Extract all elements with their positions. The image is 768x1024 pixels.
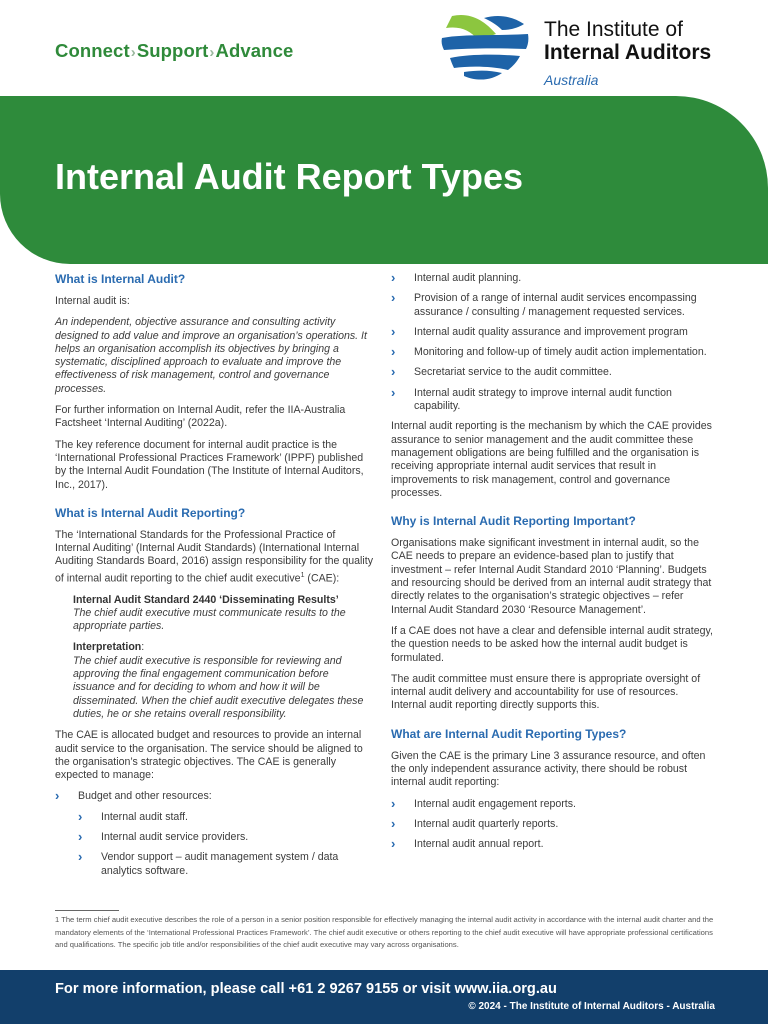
paragraph: Internal audit reporting is the mechanism by which the CAE provides assurance to senior management and the audit committee these management obligations are being fulfilled and the organisation is receiving appropriate internal audit services that result in improvements to risk management, control and governance processes.: [391, 420, 712, 499]
bullet-list: [391, 272, 714, 413]
list-item: › Internal audit staff.: [78, 811, 373, 824]
tagline-separator: ›: [209, 44, 215, 61]
footnote: 1 The term chief audit executive describes the role of a person in a senior position responsible for effectively managing the internal audit activity in accordance with the internal audit charter and the mandatory elements of the ‘International Professional Practices Framework’. The chief audit executive or others reporting to the chief audit executive will have appropriate professional certifications and qualifications. The specific job title and/or responsibilities of the chief audit executive may vary across organisations.: [55, 915, 714, 949]
heading-reporting-types: What are Internal Audit Reporting Types?: [391, 726, 627, 741]
copyright: © 2024 - The Institute of Internal Auditors - Australia: [468, 1001, 715, 1012]
footnote-divider: [55, 910, 119, 911]
bullet-list: [391, 798, 714, 852]
paragraph: Internal audit is:: [55, 295, 130, 307]
sub-bullet-list: [78, 811, 373, 878]
interpretation-label: Interpretation: [73, 641, 142, 654]
standard-2440: [73, 594, 373, 722]
heading-what-is-internal-audit: What is Internal Audit?: [55, 272, 186, 286]
paragraph: The audit committee must ensure there is appropriate oversight of internal audit delivery and accountability for use of resources. Internal audit reporting directly supports this.: [391, 672, 701, 712]
list-item: › Internal audit quarterly reports.: [391, 818, 714, 831]
list-item: [55, 790, 373, 877]
paragraph: Given the CAE is the primary Line 3 assurance resource, and often the only independent assurance activity, there should be robust internal audit reporting:: [391, 749, 706, 789]
tagline-connect: Connect: [55, 40, 130, 61]
paragraph: [55, 529, 373, 586]
iia-logo: [440, 12, 740, 90]
list-item: › Internal audit service providers.: [78, 831, 373, 844]
footnote-ref: 1: [300, 571, 305, 579]
standard-text: The chief audit executive must communicate results to the appropriate parties.: [73, 606, 346, 633]
globe-stripes-icon: [440, 12, 532, 82]
list-item: › Monitoring and follow-up of timely audit action implementation.: [391, 346, 714, 359]
tagline: [55, 40, 293, 62]
list-item: › Internal audit annual report.: [391, 838, 714, 851]
paragraph: The key reference document for internal audit practice is the ‘International Professional Practices Framework’ (IPPF) published by the Internal Audit Foundation (The Institute of Internal Auditors, Inc., 2017).: [55, 438, 364, 491]
list-item-text: Budget and other resources:: [78, 790, 212, 803]
list-item: › Provision of a range of internal audit services encompassing assurance / consulting / management requested services.: [391, 292, 714, 319]
org-name-line2: Internal Auditors: [544, 41, 712, 64]
interpretation-colon: :: [141, 641, 145, 654]
paragraph-tail: (CAE):: [304, 572, 340, 585]
list-item: › Internal audit engagement reports.: [391, 798, 714, 811]
left-column: [55, 272, 373, 885]
bullet-list: [55, 790, 373, 877]
tagline-separator: ›: [130, 44, 136, 61]
paragraph: The CAE is allocated budget and resources to provide an internal audit service to the organisation. The service should be aligned to the organisation’s strategic objectives. The CAE is generally expected to manage:: [55, 729, 363, 782]
paragraph-text: The ‘International Standards for the Professional Practice of Internal Auditing’ (Internal Audit Standards) (International Internal Auditing Standards Board, 2016) assign responsibility for the quality of internal audit reporting to the chief audit executive: [55, 528, 373, 585]
org-country: Australia: [544, 72, 599, 88]
heading-why-reporting-important: Why is Internal Audit Reporting Important?: [391, 514, 636, 529]
page-title: Internal Audit Report Types: [55, 156, 524, 197]
title-banner: [0, 96, 768, 264]
org-name-line1: The Institute of: [544, 18, 683, 41]
list-item: › Internal audit planning.: [391, 272, 714, 285]
right-column: [391, 272, 714, 859]
heading-internal-audit-reporting: What is Internal Audit Reporting?: [55, 505, 246, 520]
footer-bar: [0, 970, 768, 1024]
interpretation: [73, 641, 373, 654]
paragraph: Organisations make significant investment in internal audit, so the CAE needs to prepare an evidence-based plan to justify that investment – refer Internal Audit Standard 2010 ‘Planning’. Budgets and resourcing should be derived from an internal audit strategy that directly relates to the organisation’s strategic objectives – refer Internal Audit Standard 2030 ‘Resource Management’.: [391, 537, 712, 616]
paragraph: If a CAE does not have a clear and defensible internal audit strategy, the question needs to be asked how the internal audit budget is formulated.: [391, 624, 713, 664]
interpretation-text: The chief audit executive is responsible for reviewing and approving the final engagement communication before issuance and for deciding to whom and how it will be disseminated. When the chief audit executive delegates these duties, he or she retains overall responsibility.: [73, 654, 364, 720]
tagline-advance: Advance: [215, 40, 294, 61]
standard-title: Internal Audit Standard 2440 ‘Disseminating Results’: [73, 593, 339, 606]
list-item: › Vendor support – audit management system / data analytics software.: [78, 851, 373, 878]
contact-info: For more information, please call +61 2 9267 9155 or visit www.iia.org.au: [55, 981, 557, 997]
list-item: › Internal audit strategy to improve internal audit function capability.: [391, 387, 714, 414]
definition-quote: An independent, objective assurance and consulting activity designed to add value and improve an organisation’s operations. It helps an organisation accomplish its objectives by bringing a systematic, disciplined approach to evaluate and improve the effectiveness of risk management, control and governance processes.: [55, 316, 367, 395]
tagline-support: Support: [136, 40, 209, 61]
list-item: › Internal audit quality assurance and improvement program: [391, 326, 714, 339]
paragraph: For further information on Internal Audit, refer the IIA-Australia Factsheet ‘Internal Auditing’ (2022a).: [55, 404, 346, 430]
list-item: › Secretariat service to the audit committee.: [391, 366, 714, 379]
